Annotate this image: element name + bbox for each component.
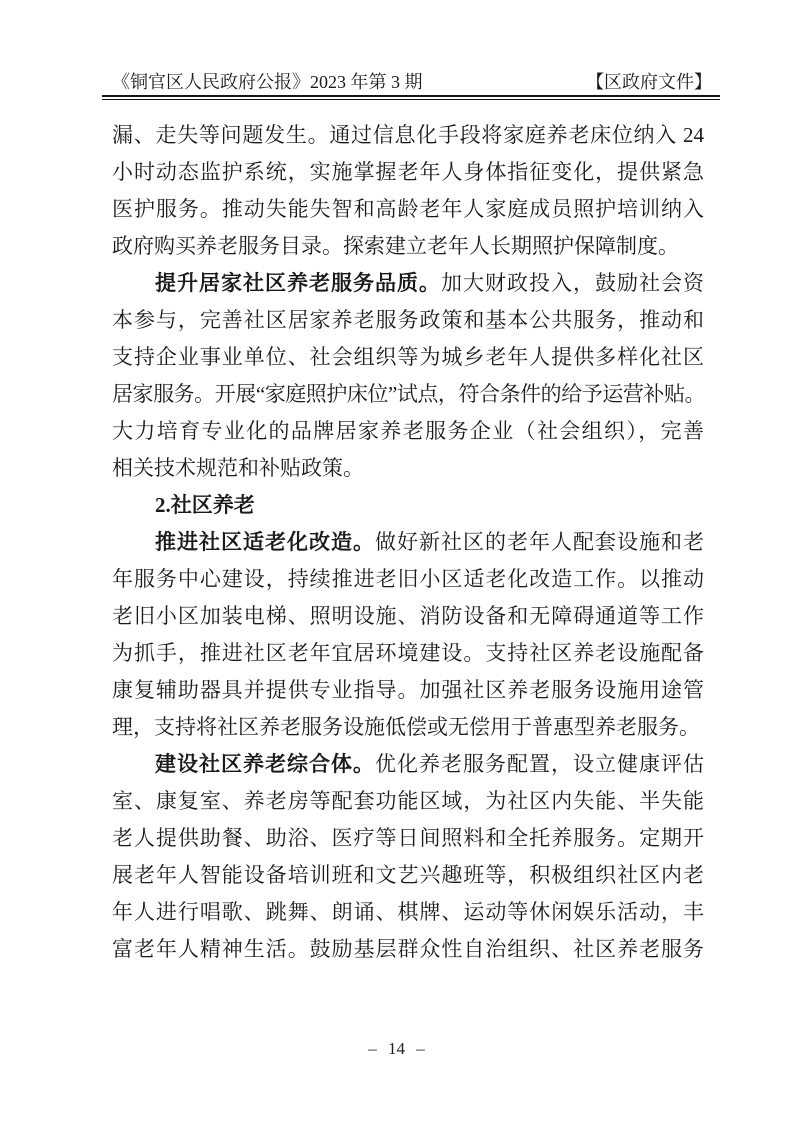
line-text: 优化养老服务配置，设立健康评估 [375,752,704,776]
text-line [112,894,704,931]
line-text: 室、康复室、养老房等配套功能区域，为社区内失能、半失能 [112,789,704,813]
text-line [112,561,704,598]
text-line [112,746,704,783]
line-text: 做好新社区的老年人配套设施和老 [375,530,704,554]
text-line [112,450,704,487]
heading-text: 2.社区养老 [155,493,255,517]
text-line [112,783,704,820]
line-text: 展老年人智能设备培训班和文艺兴趣班等，积极组织社区内老 [112,863,704,887]
line-text: 老旧小区加装电梯、照明设施、消防设备和无障碍通道等工作 [112,604,704,628]
text-line [112,598,704,635]
page-number: – 14 – [368,1039,425,1058]
document-body [112,117,704,968]
text-line [112,154,704,191]
text-line [112,857,704,894]
text-line [112,524,704,561]
line-text: 大力培育专业化的品牌居家养老服务企业（社会组织），完善 [112,419,704,443]
text-line [112,376,704,413]
section-heading [112,487,704,524]
line-text: 支持企业事业单位、社会组织等为城乡老年人提供多样化社区 [112,345,704,369]
gazette-title: 《铜官区人民政府公报》2023 年第 3 期 [112,72,423,92]
line-text: 富老年人精神生活。鼓励基层群众性自治组织、社区养老服务 [112,937,704,961]
header-rule [102,95,720,100]
text-line [112,265,704,302]
section-label: 【区政府文件】 [586,72,712,92]
text-line [112,302,704,339]
line-text: 老人提供助餐、助浴、医疗等日间照料和全托养服务。定期开 [112,826,704,850]
line-text: 漏、走失等问题发生。通过信息化手段将家庭养老床位纳入 24 [112,123,704,147]
text-line [112,339,704,376]
text-line [112,635,704,672]
text-line [112,191,704,228]
page-header [112,71,712,93]
line-text: 理，支持将社区养老服务设施低偿或无偿用于普惠型养老服务。 [112,715,700,739]
line-text: 居家服务。开展“家庭照护床位”试点，符合条件的给予运营补贴。 [112,382,704,406]
line-text: 为抓手，推进社区老年宜居环境建设。支持社区养老设施配备 [112,641,704,665]
paragraph-lead: 建设社区养老综合体。 [155,752,375,776]
text-line [112,672,704,709]
paragraph-lead: 提升居家社区养老服务品质。 [155,271,441,295]
text-line [112,117,704,154]
line-text: 年人进行唱歌、跳舞、朗诵、棋牌、运动等休闲娱乐活动，丰 [112,900,704,924]
line-text: 医护服务。推动失能失智和高龄老年人家庭成员照护培训纳入 [112,197,704,221]
line-text: 年服务中心建设，持续推进老旧小区适老化改造工作。以推动 [112,567,704,591]
text-line [112,820,704,857]
line-text: 政府购买养老服务目录。探索建立老年人长期照护保障制度。 [112,234,679,258]
text-line [112,413,704,450]
text-line [112,228,704,265]
line-text: 小时动态监护系统，实施掌握老年人身体指征变化，提供紧急 [112,160,704,184]
line-text: 本参与，完善社区居家养老服务政策和基本公共服务，推动和 [112,308,704,332]
text-line [112,931,704,968]
paragraph-lead: 推进社区适老化改造。 [155,530,375,554]
line-text: 康复辅助器具并提供专业指导。加强社区养老服务设施用途管 [112,678,704,702]
line-text: 相关技术规范和补贴政策。 [112,456,364,480]
line-text: 加大财政投入，鼓励社会资 [441,271,704,295]
text-line [112,709,704,746]
